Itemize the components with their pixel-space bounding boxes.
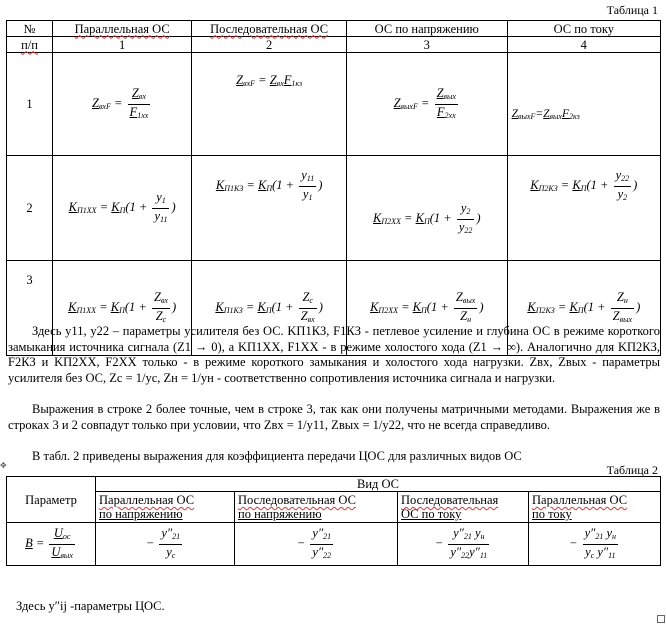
table2-group-header: Вид ОС xyxy=(96,477,661,492)
table1-col-header-4: ОС по току xyxy=(507,21,660,37)
table1-num-header-sub: п/п xyxy=(7,37,53,53)
formula-cell: − $\frac{y''_{21} y_н}{y_c y''_{11}}$ xyxy=(529,523,661,566)
formula-cell: $K_{П2КЗ} = K_П(1$ + $\frac{y_{22}}{y_2}$ ) xyxy=(507,156,660,261)
table1-row-number: 1 xyxy=(7,53,53,156)
formula-cell: $K_{П1ХХ} = K_П(1$ + $\frac{Z_{вх}}{Z_c}$ ) xyxy=(53,261,192,356)
table1-num-header: № xyxy=(7,21,53,37)
table2-col-header-4: Параллельная ОС по току xyxy=(529,492,661,523)
formula-cell: − $\frac{y''_{21}}{y_c}$ xyxy=(96,523,235,566)
paragraph-1: Здесь y11, y22 – параметры усилителя без ОС. KП1КЗ, F1КЗ - петлевое усиление и глубина ОС в режиме короткого замыкания источника сигнала (Z1 → 0), а KП1ХХ, F1ХХ - в режиме холостого хода (Z1 → ∞). Аналогично для KП2КЗ, F2КЗ и KП2ХХ, F2ХХ только - в режиме короткого замыкания и холостого хода нагрузки. Zвх, Zвых - параметры усилителя без ОС, Zc = 1/yc, Zн = 1/yн - соответственно сопротивления источника сигнала и нагрузки. xyxy=(8,324,660,385)
formula-cell: $K_{П1КЗ} = K_П(1$ + $\frac{y_{11}}{y_1}$ ) xyxy=(192,156,347,261)
move-icon[interactable]: ✥ xyxy=(0,461,7,470)
table2-col-header-1: Параллельная ОС по напряжению xyxy=(96,492,235,523)
formula-cell: − $\frac{y''_{21} y_н}{y''_{22}y''_{11}}$ xyxy=(398,523,529,566)
table1-col-number: 4 xyxy=(507,37,660,53)
table1-col-number: 2 xyxy=(192,37,347,53)
table1-col-number: 3 xyxy=(346,37,507,53)
table1 xyxy=(6,20,661,356)
table2-caption: Таблица 2 xyxy=(606,463,658,477)
formula-cell: − $\frac{y''_{21}}{y''_{22}}$ xyxy=(235,523,398,566)
table1-row-number: 3 xyxy=(7,261,53,356)
formula-cell: $K_{П2ХХ} = K_П(1$ + $\frac{Z_{вых}}{Z_н}$ ) xyxy=(346,261,507,356)
table2-col-header-3: Последовательная ОС по току xyxy=(398,492,529,523)
formula-cell: $Z_{вхF}$ = $\frac{Z_{вх}}{F_{1хх}}$ xyxy=(53,53,192,156)
table1-col-number: 1 xyxy=(53,37,192,53)
formula-cell: $K_{П2КЗ} = K_П(1$ + $\frac{Z_н}{Z_{вых}}$ ) xyxy=(507,261,660,356)
formula-cell: $K_{П1ХХ} = K_П(1$ + $\frac{y_1}{y_{11}}$ ) xyxy=(53,156,192,261)
formula-cell: $K_{П2ХХ} = K_П(1$ + $\frac{y_2}{y_{22}}$ ) xyxy=(346,156,507,261)
formula-cell: $Z_{выхF}$ = $\frac{Z_{вых}}{F_{2хх}}$ xyxy=(346,53,507,156)
table2-col-header-2: Последовательная ОС по напряжению xyxy=(235,492,398,523)
formula-cell: $K_{П1КЗ} = K_П(1$ + $\frac{Z_c}{Z_{вх}}$ ) xyxy=(192,261,347,356)
table1-row-number: 2 xyxy=(7,156,53,261)
table1-col-header-1: Параллельная ОС xyxy=(53,21,192,37)
table2 xyxy=(6,476,661,566)
formula-cell: B = $\frac{U_{ос}}{U_{вых}}$ xyxy=(7,523,96,566)
resize-handle-icon[interactable] xyxy=(657,615,665,623)
formula-cell: $Z_{вхF} = Z_{вх}F_{1кз}$ xyxy=(192,53,347,156)
footer-note: Здесь y″ij -параметры ЦОС. xyxy=(16,599,165,613)
formula-cell: $Z_{выхF}=Z_{вых}F_{2кз}$ xyxy=(507,53,660,156)
paragraph-3: В табл. 2 приведены выражения для коэффициента передачи ЦОС для различных видов ОС xyxy=(32,449,522,463)
table2-param-header: Параметр xyxy=(7,477,96,523)
paragraph-2: Выражения в строке 2 более точные, чем в строке 3, так как они получены матричными методами. Выражения же в строках 3 и 2 совпадут только при условии, что Zвх = 1/y11, Zвых = 1/y22, что не всегда справедливо. xyxy=(8,402,660,432)
table1-col-header-3: ОС по напряжению xyxy=(346,21,507,37)
table1-caption: Таблица 1 xyxy=(606,3,658,17)
table1-col-header-2: Последовательная ОС xyxy=(192,21,347,37)
